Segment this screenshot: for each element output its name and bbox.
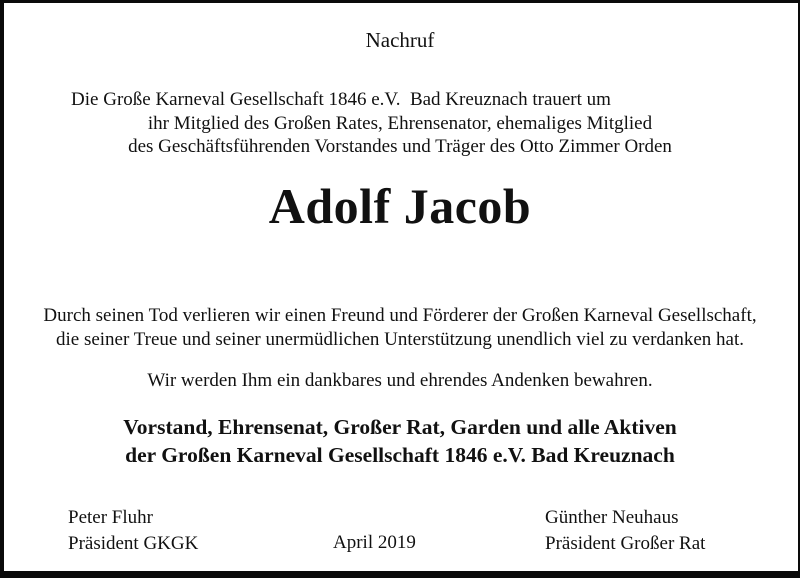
signatory-right-name: Günther Neuhaus [545, 507, 679, 528]
tribute-line-1: Durch seinen Tod verlieren wir einen Freund und Förderer der Großen Karneval Gesellschaft, [43, 305, 757, 326]
signatory-right-role: Präsident Großer Rat [545, 532, 706, 554]
tribute-paragraph [0, 304, 800, 351]
notice-date: April 2019 [333, 532, 416, 553]
signatory-left-role: Präsident GKGK [68, 532, 199, 554]
collective-signature-block [0, 414, 800, 469]
intro-line-3: des Geschäftsführenden Vorstandes und Träger des Otto Zimmer Orden [128, 136, 672, 157]
signatory-right [545, 505, 705, 556]
intro-line-1: Die Große Karneval Gesellschaft 1846 e.V. Bad Kreuznach trauert um [71, 89, 611, 110]
intro-paragraph [0, 88, 800, 159]
signatory-left [68, 505, 198, 556]
intro-line-2: ihr Mitglied des Großen Rates, Ehrensenator, ehemaliges Mitglied [147, 112, 653, 134]
notice-title: Nachruf [365, 28, 435, 52]
collective-line-1: Vorstand, Ehrensenat, Großer Rat, Garden und alle Aktiven [123, 415, 677, 439]
deceased-name: Adolf Jacob [268, 178, 532, 234]
tribute-line-2: die seiner Treue und seiner unermüdlichen Unterstützung unendlich viel zu verdanken hat. [55, 328, 745, 350]
signatory-left-name: Peter Fluhr [68, 507, 153, 528]
remembrance-line: Wir werden Ihm ein dankbares und ehrendes Andenken bewahren. [147, 370, 653, 391]
collective-line-2: der Großen Karneval Gesellschaft 1846 e.V. Bad Kreuznach [125, 442, 675, 467]
